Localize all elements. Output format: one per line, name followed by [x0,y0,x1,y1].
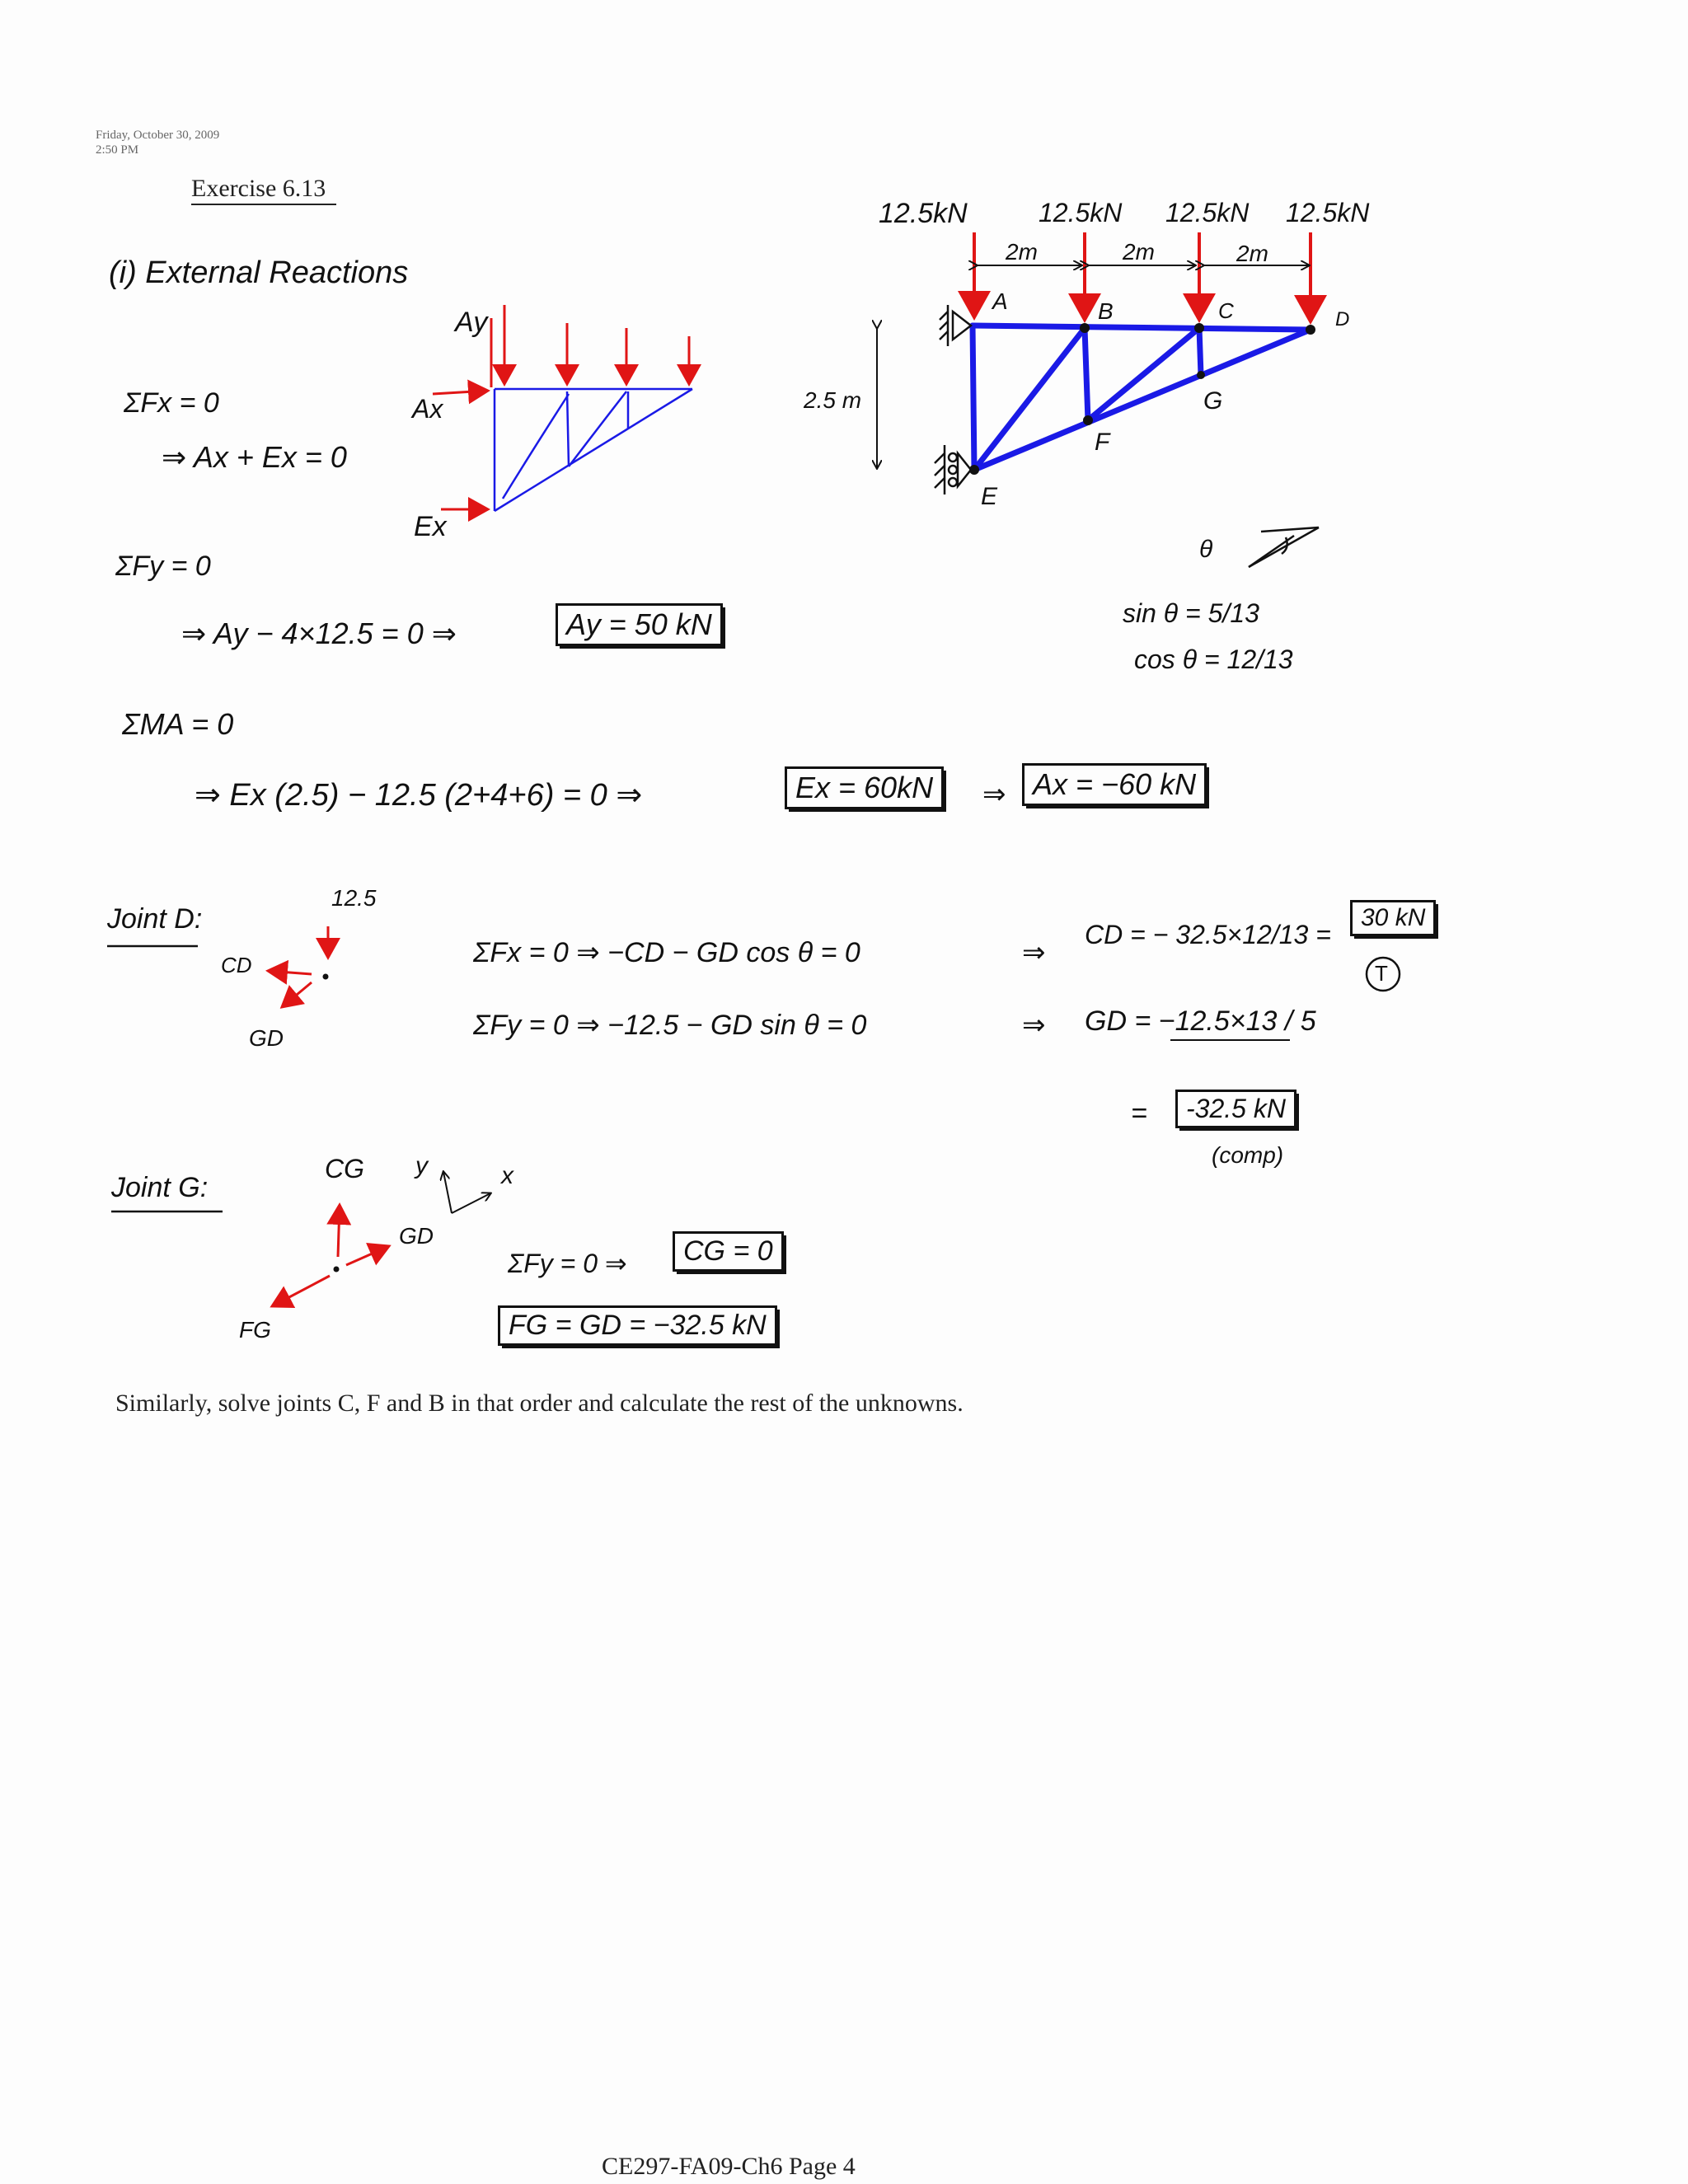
gd-compression-tag: (comp) [1212,1142,1284,1168]
sum-ma: ΣMA = 0 [122,707,234,741]
joint-d-fx-arrow: ⇒ [1022,937,1046,968]
fbd-ex-label: Ex [414,511,447,542]
axis-x-label: x [501,1162,513,1189]
cos-theta: cos θ = 12/13 [1134,644,1293,674]
joint-b-label: B [1098,298,1114,324]
fx-result: ⇒ Ax + Ex = 0 [162,440,347,474]
joint-d-load: 12.5 [331,885,377,911]
cd-result: 30 kN [1350,900,1436,936]
ma-equation: ⇒ Ex (2.5) − 12.5 (2+4+6) = 0 ⇒ [195,778,643,813]
header-date: Friday, October 30, 2009 [96,129,220,142]
gd-equation: GD = −12.5×13 / 5 [1085,1005,1316,1037]
axis-y-label: y [415,1152,428,1179]
joint-d-gd-label: GD [249,1025,284,1051]
joint-g-heading: Joint G: [111,1172,209,1203]
ay-result: Ay = 50 kN [556,603,723,646]
gd-equals: = [1131,1098,1147,1129]
dimension-lines [877,265,1309,468]
joint-g-fy-eq: ΣFy = 0 ⇒ [508,1249,627,1278]
cg-result: CG = 0 [673,1231,784,1272]
joint-d-heading: Joint D: [107,903,203,935]
joint-d-fx-eq: ΣFx = 0 ⇒ −CD − GD cos θ = 0 [473,937,860,968]
page-title: Exercise 6.13 [191,175,326,202]
reactions-heading: (i) External Reactions [109,255,409,290]
truss-diagram [877,232,1319,567]
roller-support [935,445,971,494]
joint-e-label: E [981,483,998,510]
sum-fy: ΣFy = 0 [115,551,211,582]
load-label-b: 12.5kN [1039,198,1123,227]
joint-g-cg-label: CG [325,1154,364,1183]
ex-result: Ex = 60kN [785,766,944,809]
header-time: 2:50 PM [96,143,139,157]
theta-label: θ [1199,536,1213,563]
spacing-ab: 2m [1006,239,1038,265]
ax-arrow: ⇒ [982,779,1006,810]
joint-d-fy-arrow: ⇒ [1022,1010,1046,1041]
joint-g-fbd [272,1172,490,1306]
ax-result: Ax = −60 kN [1022,763,1207,806]
joint-g-label: G [1203,387,1223,415]
fg-result: FG = GD = −32.5 kN [498,1305,777,1346]
fbd-ay-label: Ay [455,307,488,338]
pin-support [940,305,971,346]
joint-d-cd-label: CD [221,953,252,977]
height-label: 2.5 m [804,387,862,413]
fbd-ax-label: Ax [412,394,443,424]
angle-sketch [1249,527,1319,567]
fy-equation: ⇒ Ay − 4×12.5 = 0 ⇒ [181,616,457,650]
joint-f-label: F [1095,429,1110,456]
closing-note: Similarly, solve joints C, F and B in that order and calculate the rest of the unknowns. [115,1390,964,1417]
joint-g-gd-label: GD [399,1223,434,1249]
spacing-cd: 2m [1236,241,1268,266]
joint-d-fbd [268,926,329,1007]
sum-fx: ΣFx = 0 [124,387,219,419]
spacing-bc: 2m [1123,239,1155,265]
load-label-c: 12.5kN [1165,198,1250,227]
joint-d-fy-eq: ΣFy = 0 ⇒ −12.5 − GD sin θ = 0 [473,1010,867,1041]
cd-tension-tag: T [1375,961,1388,986]
gd-result: -32.5 kN [1175,1090,1296,1128]
joint-g-fg-label: FG [239,1317,271,1343]
sin-theta: sin θ = 5/13 [1123,598,1259,628]
joint-c-label: C [1218,298,1234,323]
load-label-a: 12.5kN [879,198,968,229]
joint-a-label: A [992,288,1008,314]
joint-d-label: D [1335,308,1350,330]
cd-equation: CD = − 32.5×12/13 = [1085,920,1331,949]
page-footer: CE297-FA09-Ch6 Page 4 [602,2153,856,2180]
load-label-d: 12.5kN [1286,198,1370,227]
truss-members [973,326,1311,470]
